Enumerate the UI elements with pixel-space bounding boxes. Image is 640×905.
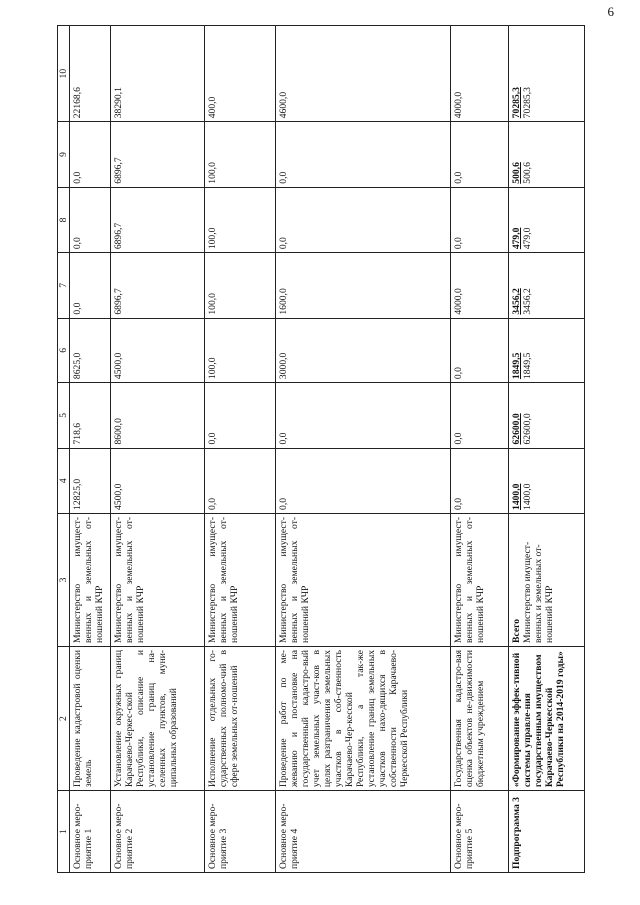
value-cell: 8600,0 (111, 383, 205, 448)
value-cell: 4500,0 (111, 318, 205, 382)
value-cell: 718,6 (70, 383, 111, 448)
value-cell (509, 26, 585, 122)
value-cell: 22168,6 (70, 26, 111, 122)
subprogram-description: «Формирование эффек-тивной системы управле-ния государственным имуществом Карачаево-Черкесской Республики на 2014-2019 годы» (509, 646, 585, 790)
executor-value: 62600,0 (522, 413, 534, 445)
total-value: 1849,5 (511, 352, 523, 380)
value-cell: 0,0 (276, 448, 451, 513)
header-cell: 4 (58, 448, 70, 513)
executor: Министерство имущест-венных и земельных от-ношений КЧР (276, 513, 451, 646)
activity-name: Основное меро-приятие 5 (451, 791, 509, 873)
header-cell: 9 (58, 122, 70, 187)
value-cell: 0,0 (276, 383, 451, 448)
value-cell: 0,0 (205, 383, 276, 448)
value-cell: 0,0 (70, 122, 111, 187)
subprogram-name: Подпрограмма 3 (509, 791, 585, 873)
header-cell: 3 (58, 513, 70, 646)
value-cell: 6896,7 (111, 122, 205, 187)
value-cell: 0,0 (451, 383, 509, 448)
executor-value: 1849,5 (522, 352, 534, 380)
executor: Министерство имущест-венных и земельных от-ношений КЧР (111, 513, 205, 646)
value-cell: 0,0 (451, 122, 509, 187)
activity-description: Проведение работ по ме-жеванию и постановке на государственный кадастро-вый учет земельных участ-ков в целях разграничения земельных участков в соб-ственность Карачаево-Чер-кесской Республики, а так-же установление границ земельных участков нахо-дящихся в собственности Карачаево-Черкесской Республики (276, 646, 451, 790)
value-cell (509, 448, 585, 513)
executor-value: 70285,3 (522, 87, 534, 119)
subprogram-total-row (509, 26, 585, 873)
value-cell: 0,0 (451, 318, 509, 382)
table-row (205, 26, 276, 873)
value-cell: 0,0 (70, 187, 111, 252)
total-value: 500,6 (511, 162, 523, 184)
value-cell: 100,0 (205, 187, 276, 252)
value-cell: 100,0 (205, 253, 276, 318)
value-cell: 38290,1 (111, 26, 205, 122)
activity-description: Проведение кадастровой оценки земель (70, 646, 111, 790)
value-cell: 100,0 (205, 318, 276, 382)
executor: Министерство имущест-венных и земельных от-ношений КЧР (70, 513, 111, 646)
executor: Министерство имущест-венных и земельных от-ношений КЧР (522, 541, 556, 643)
activity-description: Государственная кадастро-вая оценка объектов не-движимости бюджетным учреждением (451, 646, 509, 790)
header-cell: 2 (58, 646, 70, 790)
value-cell: 0,0 (276, 122, 451, 187)
total-value: 70285,3 (511, 87, 523, 119)
table-row (276, 26, 451, 873)
header-cell: 6 (58, 318, 70, 382)
value-cell: 12825,0 (70, 448, 111, 513)
table-row (111, 26, 205, 873)
header-cell: 7 (58, 253, 70, 318)
activity-name: Основное меро-приятие 1 (70, 791, 111, 873)
executor-value: 1400,0 (522, 483, 534, 510)
table-row (70, 26, 111, 873)
header-cell: 8 (58, 187, 70, 252)
value-cell (509, 187, 585, 252)
table-row (451, 26, 509, 873)
value-cell: 0,0 (70, 253, 111, 318)
value-cell: 3000,0 (276, 318, 451, 382)
value-cell: 4500,0 (111, 448, 205, 513)
value-cell (509, 122, 585, 187)
budget-table (57, 25, 585, 873)
total-label: Всего (511, 618, 523, 643)
header-cell: 1 (58, 791, 70, 873)
value-cell: 0,0 (451, 187, 509, 252)
value-cell: 100,0 (205, 122, 276, 187)
value-cell: 1600,0 (276, 253, 451, 318)
value-cell: 4600,0 (276, 26, 451, 122)
value-cell: 8625,0 (70, 318, 111, 382)
value-cell: 6896,7 (111, 253, 205, 318)
total-value: 3456,2 (511, 288, 523, 315)
header-cell: 5 (58, 383, 70, 448)
executor-total (509, 513, 585, 646)
activity-name: Основное меро-приятие 4 (276, 791, 451, 873)
executor-value: 3456,2 (522, 288, 534, 315)
page-number: 6 (607, 4, 614, 19)
value-cell (509, 253, 585, 318)
activity-name: Основное меро-приятие 3 (205, 791, 276, 873)
value-cell: 0,0 (451, 448, 509, 513)
value-cell: 6896,7 (111, 187, 205, 252)
total-value: 62600,0 (511, 413, 523, 445)
value-cell: 4000,0 (451, 253, 509, 318)
executor-value: 479,0 (522, 227, 534, 250)
activity-description: Установление окружных границ Карачаево-Черкес-ской Республики, описание и установление границ на-селенных пунктов, муни-ципальных образований (111, 646, 205, 790)
total-value: 1400,0 (511, 483, 523, 510)
header-cell: 10 (58, 26, 70, 122)
executor: Министерство имущест-венных и земельных от-ношений КЧР (205, 513, 276, 646)
value-cell (509, 318, 585, 382)
value-cell: 4000,0 (451, 26, 509, 122)
value-cell (509, 383, 585, 448)
rotated-table-container (57, 25, 585, 873)
executor: Министерство имущест-венных и земельных от-ношений КЧР (451, 513, 509, 646)
value-cell: 0,0 (276, 187, 451, 252)
header-row (58, 26, 70, 873)
executor-value: 500,6 (522, 162, 534, 184)
value-cell: 400,0 (205, 26, 276, 122)
activity-name: Основное меро-приятие 2 (111, 791, 205, 873)
total-value: 479,0 (511, 227, 523, 250)
activity-description: Исполнение отдельных го-сударственных полномо-чий в сфере земельных от-ношений (205, 646, 276, 790)
value-cell: 0,0 (205, 448, 276, 513)
